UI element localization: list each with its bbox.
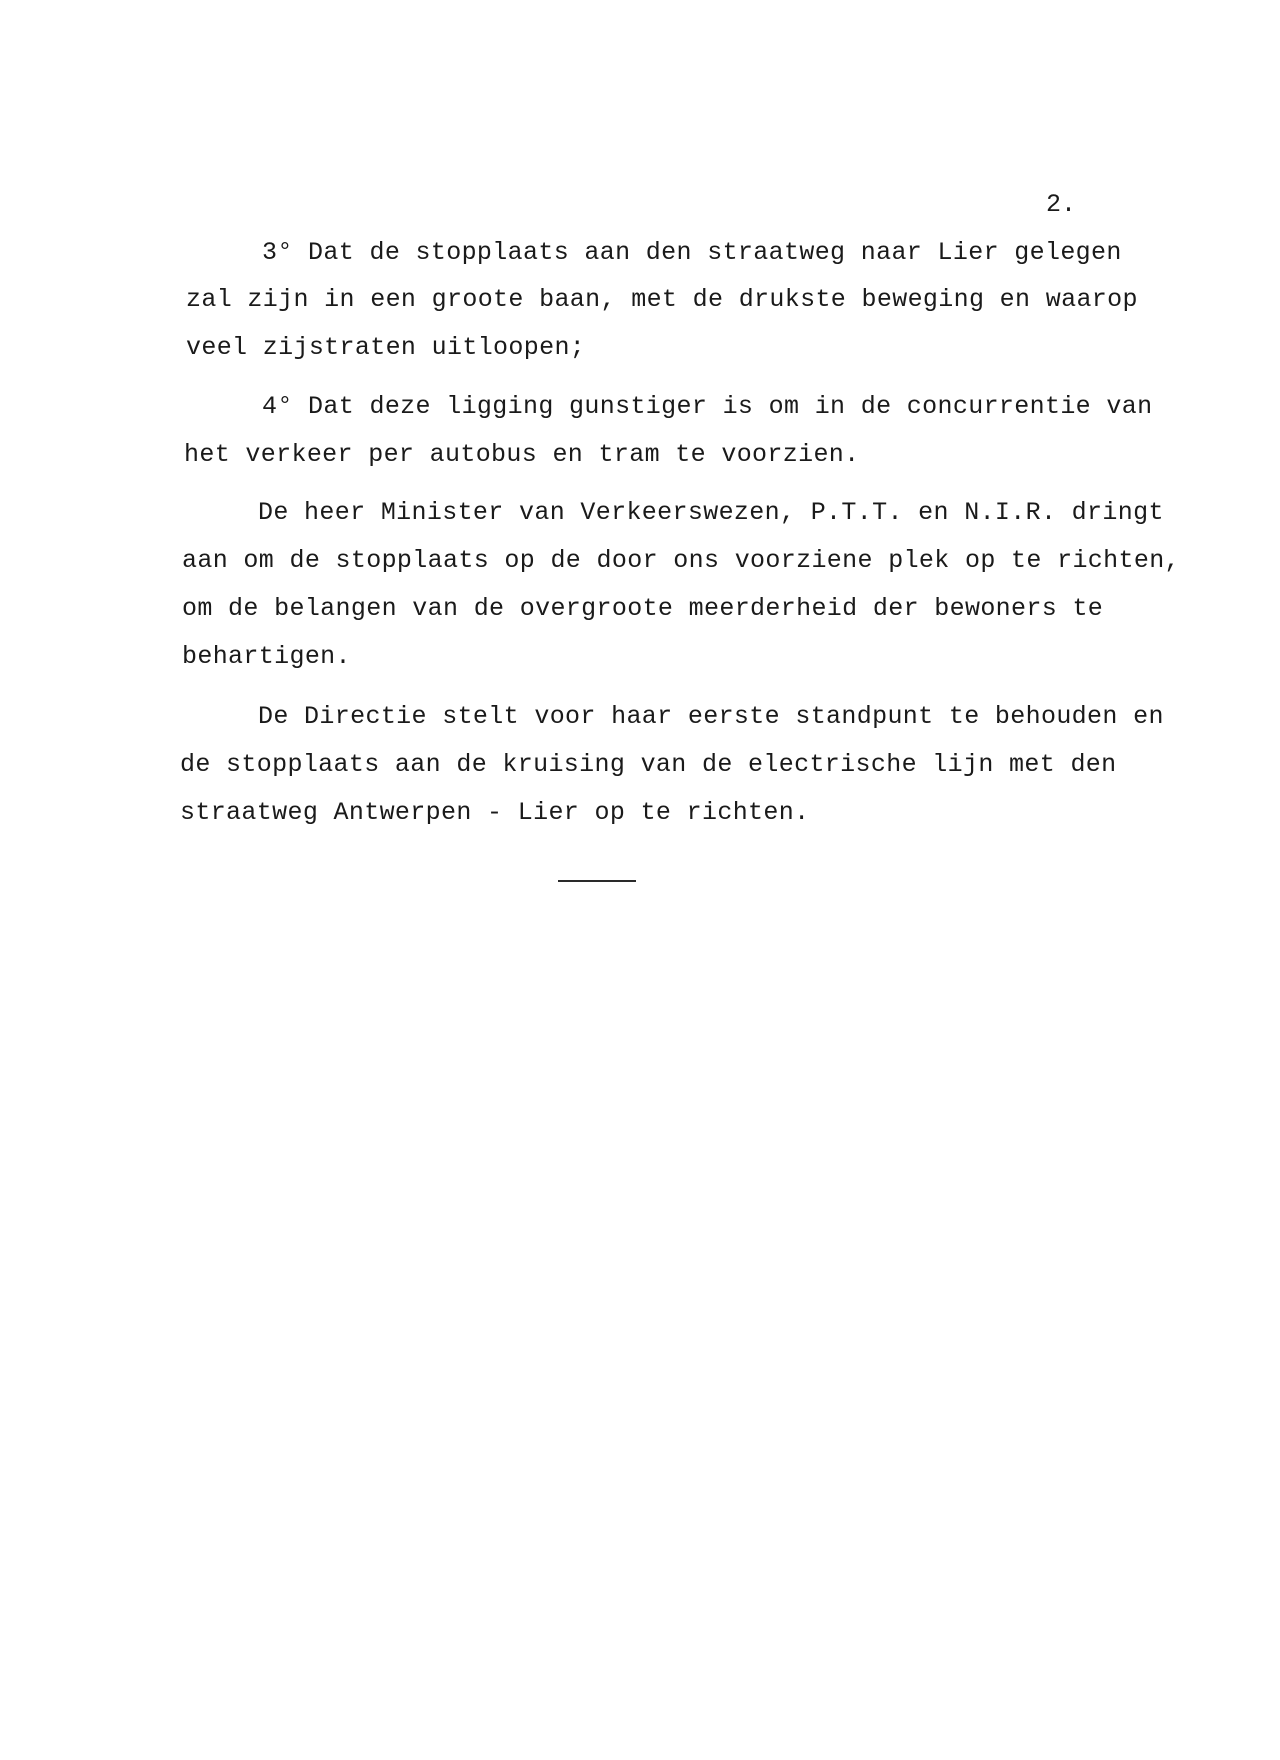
paragraph-line: 3° Dat de stopplaats aan den straatweg naar Lier gelegen [262,238,1122,267]
paragraph-line: zal zijn in een groote baan, met de drukste beweging en waarop [186,285,1138,314]
paragraph-line: het verkeer per autobus en tram te voorzien. [184,440,860,469]
paragraph-line: om de belangen van de overgroote meerderheid der bewoners te [182,594,1104,623]
page-number: 2. [1046,190,1077,219]
paragraph-line: De Directie stelt voor haar eerste standpunt te behouden en [258,702,1164,731]
paragraph-line: behartigen. [182,642,351,671]
paragraph-line: de stopplaats aan de kruising van de electrische lijn met den [180,750,1117,779]
paragraph-line: 4° Dat deze ligging gunstiger is om in de concurrentie van [262,392,1153,421]
paragraph-line: De heer Minister van Verkeerswezen, P.T.T. en N.I.R. dringt [258,498,1164,527]
closing-rule [558,880,636,882]
paragraph-line: straatweg Antwerpen - Lier op te richten. [180,798,810,827]
paragraph-line: aan om de stopplaats op de door ons voorziene plek op te richten, [182,546,1180,575]
paragraph-line: veel zijstraten uitloopen; [186,333,586,362]
